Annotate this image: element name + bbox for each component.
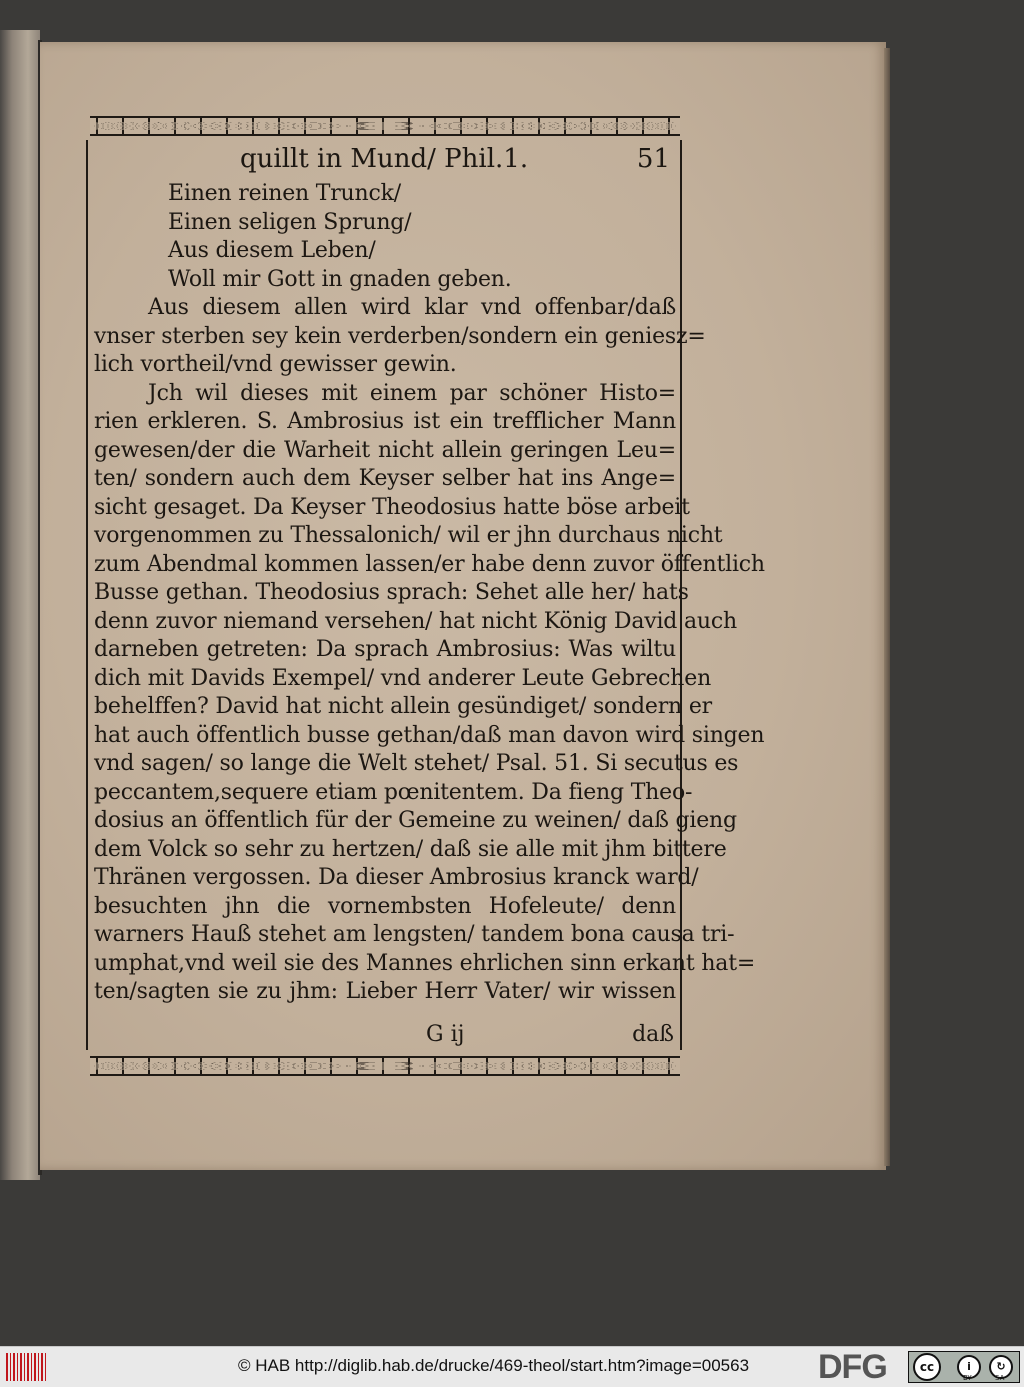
signature-mark: G ij [426,1022,465,1047]
text-line: behelffen? David hat nicht allein gesündiget/ sondern er [94,694,712,719]
text-line: ten/sagten sie zu jhm: Lieber Herr Vater/ wir wissen [94,979,676,1004]
text-line: darneben getreten: Da sprach Ambrosius: Was wiltu [94,637,676,662]
verse-line: Einen seligen Sprung/ [168,209,412,235]
attribution-icon: i [957,1355,981,1379]
text-line: lich vortheil/vnd gewisser gewin. [94,352,457,377]
text-line: peccantem,sequere etiam pœnitentem. Da fieng Theo- [94,779,693,805]
text-line: Jch wil dieses mit einem par schöner Histo= [148,380,676,406]
text-line: dem Volck so sehr zu hertzen/ daß sie alle mit jhm bittere [94,836,727,862]
text-line: zum Abendmal kommen lassen/er habe denn zuvor öffentlich [94,551,765,577]
text-line: sicht gesaget. Da Keyser Theodosius hatte böse arbeit [94,494,690,520]
text-line: vorgenommen zu Thessalonich/ wil er jhn durchaus nicht [94,523,723,548]
text-line: ten/ sondern auch dem Keyser selber hat ins Ange= [94,466,676,491]
library-barcode-icon [6,1353,46,1381]
verse-line: Einen reinen Trunck/ [168,181,401,206]
text-line: Aus diesem allen wird klar vnd offenbar/daß [148,295,676,320]
text-line: dosius an öffentlich für der Gemeine zu weinen/ daß gieng [94,808,737,833]
body-text [94,294,765,1007]
text-line: dich mit Davids Exempel/ vnd anderer Leute Gebrechen [94,665,712,691]
source-credit-link[interactable]: © HAB http://diglib.hab.de/drucke/469-theol/start.htm?image=00563 [238,1356,750,1375]
catchword: daß [632,1022,674,1047]
bottom-ornament-border [90,1056,680,1076]
text-line: gewesen/der die Warheit nicht allein geringen Leu= [94,437,676,463]
text-line: umphat,vnd weil sie des Mannes ehrlichen sinn erkant hat= [94,950,756,976]
verse-line: Woll mir Gott in gnaden geben. [168,266,512,292]
page-number: 51 [636,144,670,174]
running-head [90,140,676,180]
verse-line: Aus diesem Leben/ [168,238,376,263]
sa-label: SA [995,1374,1005,1382]
previous-page-edge [0,30,40,1180]
text-line: vnser sterben sey kein verderben/sondern ein geniesz= [94,323,706,349]
running-head-title: quillt in Mund/ Phil.1. [240,144,529,174]
top-ornament-border [90,116,680,136]
text-line: hat auch öffentlich busse gethan/daß man davon wird singen [94,722,765,748]
verse-block [94,180,676,294]
text-line: Thränen vergossen. Da dieser Ambrosius kranck ward/ [94,865,699,890]
by-label: BY [963,1374,972,1382]
page-text [94,180,765,1007]
text-line: vnd sagen/ so lange die Welt stehet/ Psal. 51. Si secutus es [94,751,739,776]
dfg-logo[interactable]: DFG [818,1348,887,1386]
text-line: besuchten jhn die vornembsten Hofeleute/ denn [94,893,676,919]
page-edge [884,48,890,1166]
text-line: denn zuvor niemand versehen/ hat nicht König David auch [94,608,737,634]
page-footer [94,1022,676,1052]
cc-icon: cc [913,1353,941,1381]
viewer-footer-bar [0,1346,1024,1387]
text-line: rien erkleren. S. Ambrosius ist ein trefflicher Mann [94,409,676,434]
cc-license-badge[interactable] [908,1351,1020,1383]
text-line: Busse gethan. Theodosius sprach: Sehet alle her/ hats [94,580,689,605]
share-alike-icon: ↻ [989,1355,1013,1379]
text-line: warners Hauß stehet am lengsten/ tandem bona causa tri- [94,922,735,947]
